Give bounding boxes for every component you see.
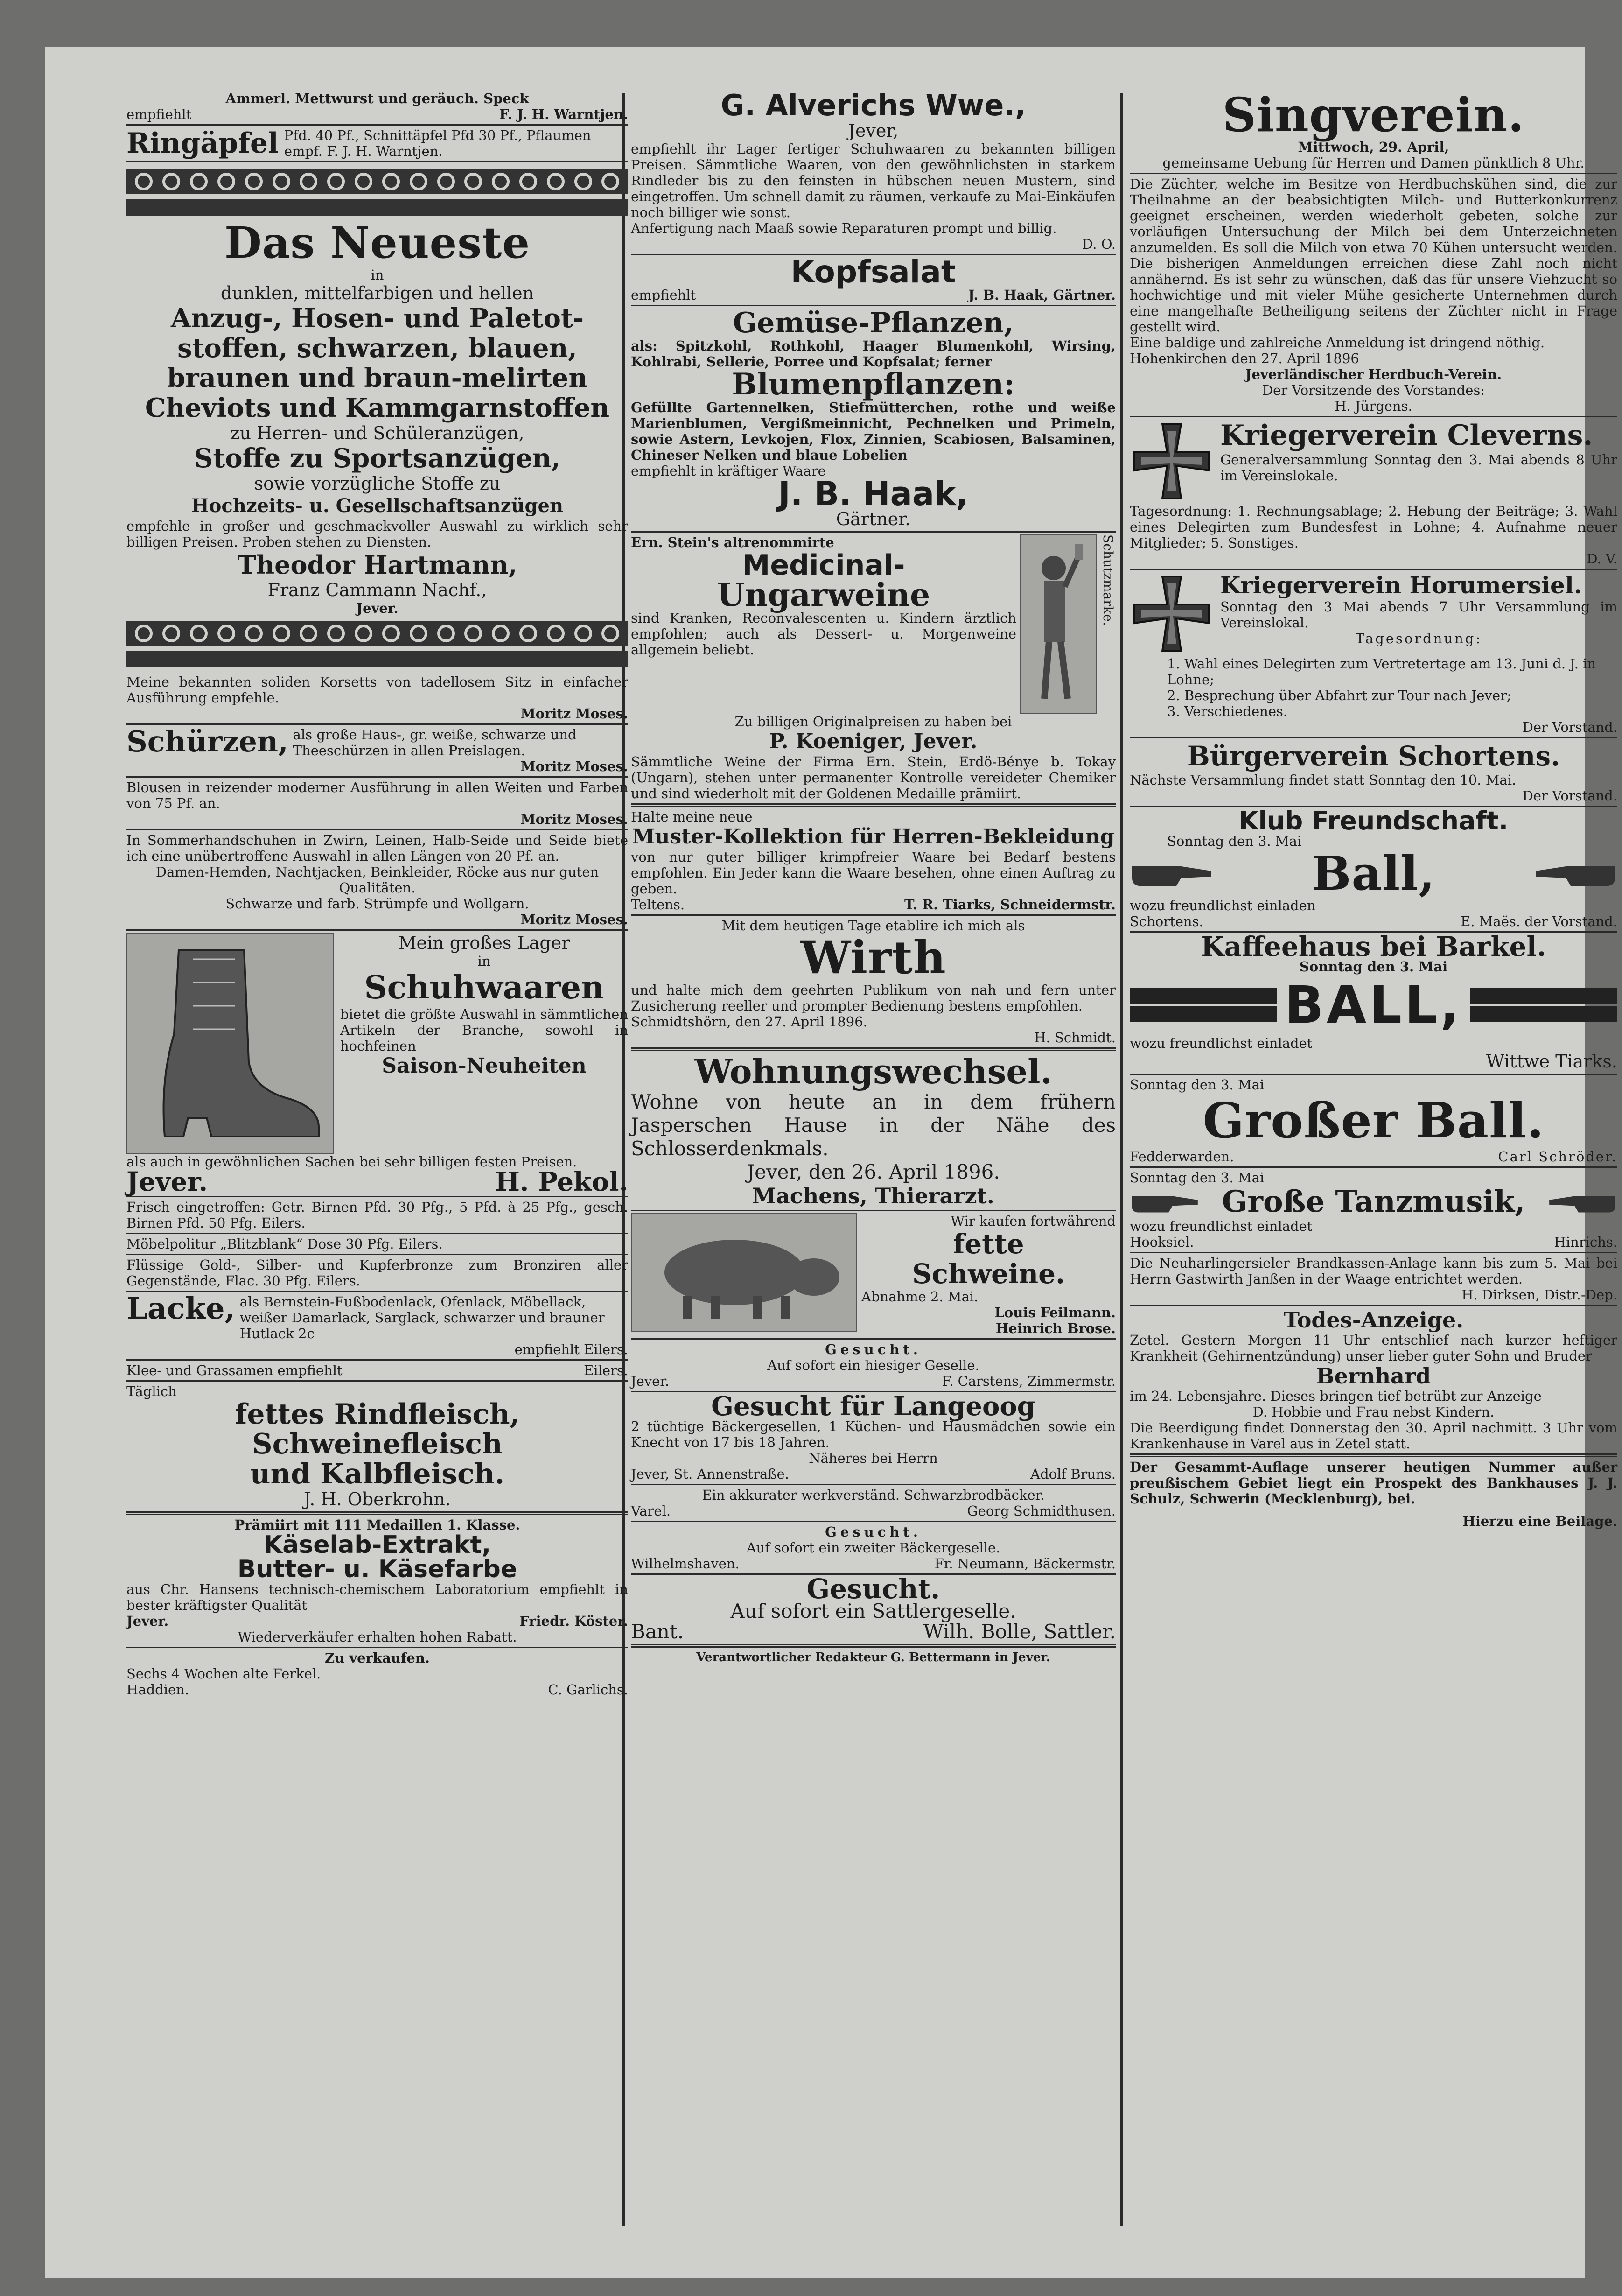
ad-headline: Schürzen, — [126, 724, 288, 758]
advertiser-name: Eilers. — [584, 1362, 628, 1378]
ad-headline: Cheviots und Kammgarnstoffen — [145, 393, 610, 423]
ornamental-rule — [126, 621, 628, 646]
ad-text: Frisch eingetroffen: Getr. Birnen Pfd. 30 Pfg., 5 Pfd. à 25 Pfg., gesch. Birnen Pfd. 50 Pfg. Eilers. — [126, 1199, 628, 1231]
ad-headline: Saison-Neuheiten — [382, 1054, 587, 1078]
ad-headline: braunen und braun-melirten — [167, 363, 588, 393]
advertiser-name: H. Dirksen, Distr.-Dep. — [1461, 1287, 1617, 1303]
ad-text: Auf sofort ein Sattlergeselle. — [730, 1600, 1016, 1622]
ad-text: 2 tüchtige Bäckergesellen, 1 Küchen- und Hausmädchen sowie ein Knecht von 17 bis 18 Jahren. — [631, 1418, 1116, 1450]
ad-handschuhe — [126, 830, 628, 931]
ad-headline: Zu verkaufen. — [324, 1650, 430, 1666]
ad-text: Teltens. — [631, 897, 685, 913]
ad-text: empfehle in großer und geschmackvoller Auswahl zu wirklich sehr billigen Preisen. Proben stehen zu Diensten. — [126, 518, 628, 550]
ad-text: Täglich — [126, 1383, 177, 1399]
ad-eilers-birnen — [126, 1197, 628, 1234]
ad-ferkel — [126, 1648, 628, 1699]
iron-cross-icon — [1130, 419, 1214, 503]
ad-text: Gärtner. — [836, 509, 911, 529]
ad-headline: Hochzeits- u. Gesellschaftsanzügen — [191, 495, 564, 517]
ad-text: Wir kaufen fortwährend — [951, 1213, 1116, 1229]
pointing-hand-icon — [1533, 857, 1617, 890]
ad-headline: fettes Rindfleisch, — [235, 1398, 520, 1431]
ad-text: Der Vorstand. — [1522, 788, 1617, 804]
ad-text: 3. Verschiedenes. — [1167, 703, 1288, 719]
pointing-hand-icon — [1547, 1186, 1617, 1218]
ad-text: Ern. Stein's altrenommirte — [631, 534, 834, 550]
advertiser-name: Heinrich Brose. — [995, 1320, 1116, 1336]
ad-text: Auf sofort ein zweiter Bäckergeselle. — [746, 1540, 1000, 1556]
ad-text: Auf sofort ein hiesiger Geselle. — [767, 1357, 979, 1373]
ad-brodbaecker — [631, 1485, 1116, 1522]
ad-kaeselab — [126, 1515, 628, 1648]
ad-headline: Medicinal- — [742, 549, 905, 582]
ad-text: Abnahme 2. Mai. — [861, 1289, 979, 1305]
advertiser-name: Friedr. Köster. — [519, 1613, 628, 1629]
black-rule — [126, 651, 628, 667]
ad-das-neueste — [126, 162, 628, 672]
newspaper-page — [45, 47, 1617, 2278]
ad-text: wozu freundlichst einladet — [1130, 1218, 1313, 1234]
ad-brandkasse — [1130, 1253, 1617, 1306]
ad-text: Die Züchter, welche im Besitze von Herdbuchskühen sind, die zur Theilnahme an der beabsichtigten Milch- und Butterkonkurrenz geeignet erscheinen, werden wiederholt gebeten, solche zur vorläufigen Untersuchung der Milch bei dem Unterzeichneten anzumelden. Es soll die Milch von etwa 70 Kühen untersucht werden. Die bisherigen Anmeldungen erreichen diese Zahl noch nicht annähernd. Es ist sehr zu wünschen, daß das für unsere Viehzucht so hochwichtige und mit vieler Mühe gesicherte Unternehmen durch eine mangelhafte Betheiligung seitens der Züchter nicht in Frage gestellt wird. — [1130, 176, 1617, 335]
ad-text: im 24. Lebensjahre. Dieses bringen tief betrübt zur Anzeige — [1130, 1388, 1542, 1404]
ad-text: Zu billigen Originalpreisen zu haben bei — [734, 714, 1012, 730]
ad-text: Bant. — [631, 1620, 684, 1643]
advertiser-name: J. B. Haak, Gärtner. — [968, 287, 1116, 303]
advertiser-name: Wittwe Tiarks. — [1486, 1051, 1617, 1072]
ad-text: Wilhelmshaven. — [631, 1556, 740, 1572]
advertiser-name: H. Schmidt. — [1034, 1030, 1116, 1046]
advertiser-name: F. J. H. Warntjen. — [499, 106, 628, 122]
ad-gesucht-langeoog — [631, 1392, 1116, 1485]
ad-text: Sämmtliche Weine der Firma Ern. Stein, Erdö-Bénye b. Tokay (Ungarn), stehen unter permanenter Kontrolle vereideter Chemiker und sind wiederholt mit der Goldenen Medaille prämiirt. — [631, 754, 1116, 801]
black-rule — [126, 199, 628, 216]
ad-text: Der Gesammt-Auflage unserer heutigen Nummer außer preußischem Gebiet liegt ein Prospekt des Bankhauses J. J. Schulz, Schwerin (Mecklenburg), bei. — [1130, 1459, 1617, 1507]
ad-ungarweine — [631, 533, 1116, 807]
ad-text: Hierzu eine Beilage. — [1462, 1513, 1617, 1529]
ad-headline: Schweinefleisch — [252, 1428, 503, 1460]
ad-text: wozu freundlichst einladen — [1130, 898, 1316, 913]
advertiser-name: Georg Schmidthusen. — [967, 1503, 1116, 1519]
pig-illustration — [631, 1213, 857, 1332]
advertiser-name: Moritz Moses. — [520, 811, 628, 827]
ad-text: wozu freundlichst einladet — [1130, 1035, 1313, 1051]
ad-buergerverein-schortens — [1130, 738, 1617, 807]
ad-text: Blousen in reizender moderner Ausführung in allen Weiten und Farben von 75 Pf. an. — [126, 779, 628, 811]
ad-kaffeehaus-barkel — [1130, 933, 1617, 1075]
ad-schuerzen — [126, 725, 628, 778]
ad-headline: Schweine. — [912, 1258, 1065, 1290]
ad-text: Jever, St. Annenstraße. — [631, 1466, 789, 1482]
pointing-hand-icon — [1130, 1186, 1200, 1218]
ad-text: Prämiirt mit 111 Medaillen 1. Klasse. — [234, 1517, 520, 1533]
advertiser-name: T. R. Tiarks, Schneidermstr. — [904, 897, 1116, 913]
notice-beilage — [1130, 1457, 1617, 1531]
ad-text: Varel. — [631, 1503, 671, 1519]
ad-headline: stoffen, schwarzen, blauen, — [177, 333, 577, 364]
ad-text: als auch in gewöhnlichen Sachen bei sehr billigen festen Preisen. — [126, 1154, 577, 1170]
ad-muster-kollektion — [631, 807, 1116, 916]
ad-headline: fette — [953, 1228, 1024, 1260]
ad-headline: Kriegerverein Cleverns. — [1220, 419, 1593, 452]
ad-text: Schwarze und farb. Strümpfe und Wollgarn. — [225, 896, 529, 912]
ad-lacke — [126, 1292, 628, 1361]
ad-text: Mein großes Lager — [398, 933, 570, 953]
column-3 — [1120, 89, 1622, 2231]
ad-text: Wiederverkäufer erhalten hohen Rabatt. — [238, 1629, 517, 1645]
ad-headline: Wohnungswechsel. — [694, 1052, 1052, 1091]
ad-text: Sonntag den 3. Mai — [1130, 1170, 1265, 1186]
advertiser-name: Louis Feilmann. — [994, 1305, 1116, 1320]
ad-text: empfiehlt — [126, 106, 192, 122]
ad-text: Fedderwarden. — [1130, 1149, 1234, 1165]
ad-text: Pfd. 40 Pf., Schnittäpfel Pfd 30 Pf., Pflaumen empf. F. J. H. Warntjen. — [284, 127, 591, 159]
ad-wohnungswechsel — [631, 1051, 1116, 1211]
ad-gesucht-zimmermann — [631, 1340, 1116, 1392]
advertiser-name: Machens, Thierarzt. — [752, 1183, 994, 1208]
boot-illustration — [126, 933, 334, 1154]
ad-headline: Kopfsalat — [790, 254, 956, 290]
ad-kopfsalat — [631, 255, 1116, 306]
ad-text: Sonntag den 3. Mai — [1167, 833, 1302, 849]
iron-cross-icon — [1130, 572, 1214, 656]
ad-text: Hooksiel. — [1130, 1234, 1194, 1250]
page-imprint — [631, 1648, 1116, 1667]
ad-text: Näheres bei Herrn — [809, 1450, 938, 1466]
ad-korsetts — [126, 672, 628, 725]
ad-text: als große Haus-, gr. weiße, schwarze und Theeschürzen in allen Preislagen. — [293, 727, 577, 758]
ad-text: Der Vorstand. — [1522, 719, 1617, 735]
ad-headline: Stoffe zu Sportsanzügen, — [194, 443, 561, 474]
wine-drinker-illustration — [1020, 534, 1097, 714]
ad-text: Schmidtshörn, den 27. April 1896. — [631, 1014, 867, 1030]
ad-text: Meine bekannten soliden Korsetts von tadellosem Sitz in einfacher Ausführung empfehle. — [126, 674, 628, 706]
advertiser-name: Adolf Bruns. — [1030, 1466, 1116, 1482]
ad-text: Zetel. Gestern Morgen 11 Uhr entschlief nach kurzer heftiger Krankheit (Gehirnentzündung) unser lieber guter Sohn und Bruder — [1130, 1332, 1617, 1364]
ad-text: Nächste Versammlung findet statt Sonntag den 10. Mai. — [1130, 772, 1517, 788]
ad-text: bietet die größte Auswahl in sämmtlichen Artikeln der Branche, sowohl in hochfeinen — [340, 1006, 628, 1054]
ad-headline: BALL, — [1285, 975, 1462, 1035]
ad-headline: Kaffeehaus bei Barkel. — [1201, 931, 1546, 962]
ad-text: Anfertigung nach Maaß sowie Reparaturen prompt und billig. — [631, 220, 1057, 236]
ad-text: Jever, — [848, 120, 899, 141]
ad-headline: Blumenpflanzen: — [732, 367, 1015, 402]
ad-text: Haddien. — [126, 1682, 189, 1698]
ad-headline: Gesucht. — [825, 1341, 922, 1357]
ad-text: Möbelpolitur „Blitzblank“ Dose 30 Pfg. Eilers. — [126, 1236, 443, 1252]
ad-headline: Todes-Anzeige. — [1283, 1307, 1464, 1333]
advertiser-name: empfiehlt Eilers. — [514, 1341, 628, 1357]
ad-text: empfiehlt ihr Lager fertiger Schuhwaaren zu bekannten billigen Preisen. Sämmtliche Waaren, von den gewöhnlichsten in starkem Rindleder bis zu den feinsten in hübschen neuen Mustern, sind eingetroffen. Um schnell damit zu räumen, verkaufe zu Mai-Einkäufen noch billiger wie sonst. — [631, 141, 1116, 220]
ad-klub-freundschaft — [1130, 807, 1617, 933]
ad-text: Sonntag den 3. Mai — [1130, 1077, 1265, 1093]
ad-text: Eine baldige und zahlreiche Anmeldung ist dringend nöthig. — [1130, 335, 1545, 351]
ad-headline: Lacke, — [126, 1291, 235, 1326]
ad-headline: Gesucht. — [806, 1573, 940, 1605]
ad-headline: G. Alverichs Wwe., — [720, 88, 1026, 122]
ad-text: aus Chr. Hansens technisch-chemischem Laboratorium empfiehlt in bester kräftigster Qualität — [126, 1581, 628, 1613]
advertiser-name: Fr. Neumann, Bäckermstr. — [934, 1556, 1116, 1572]
ad-headline: und Kalbfleisch. — [250, 1458, 505, 1490]
ad-headline: Das Neueste — [224, 218, 531, 268]
ad-headline: Käselab-Extrakt, — [263, 1531, 491, 1559]
ad-headline: Kriegerverein Horumersiel. — [1220, 571, 1582, 599]
editor-line: Verantwortlicher Redakteur G. Bettermann in Jever. — [696, 1650, 1050, 1664]
advertiser-name: Theodor Hartmann, — [237, 550, 517, 580]
ad-tanzmusik — [1130, 1168, 1617, 1253]
ad-text: Tagesordnung: 1. Rechnungsablage; 2. Hebung der Beiträge; 3. Wahl eines Delegirten zum Bundesfest in Lohne; 4. Aufnahme neuer Mitglieder; 5. Sonstiges. — [1130, 503, 1617, 551]
ad-text: Jever. — [126, 1613, 169, 1629]
ad-todesanzeige — [1130, 1306, 1617, 1457]
advertiser-name: Carl Schröder. — [1498, 1149, 1617, 1165]
ad-headline: Ungarweine — [717, 576, 930, 614]
ad-text: D. V. — [1587, 551, 1617, 567]
ad-text: Jever. — [126, 1166, 208, 1197]
ad-text: Ammerl. Mettwurst und geräuch. Speck — [225, 91, 529, 106]
ad-mettwurst — [126, 89, 628, 126]
ad-text: Halte meine neue — [631, 809, 753, 825]
advertiser-name: D. Hobbie und Frau nebst Kindern. — [1252, 1404, 1495, 1420]
column-1 — [126, 89, 628, 2231]
ad-headline: Butter- u. Käsefarbe — [237, 1555, 517, 1583]
ad-text: dunklen, mittelfarbigen und hellen — [220, 283, 534, 303]
trademark-label: Schutzmarke. — [1100, 534, 1116, 626]
ad-blousen — [126, 778, 628, 830]
ad-text: 1. Wahl eines Delegirten zum Vertretertage am 13. Juni d. J. in Lohne; — [1167, 656, 1596, 688]
ad-headline: Große Tanzmusik, — [1222, 1184, 1525, 1219]
advertiser-name: H. Jürgens. — [1335, 398, 1412, 414]
ad-text: von nur guter billiger krimpfreier Waare bei Bedarf bestens empfohlen. Ein Jeder kann die Waare besehen, ohne einen Auftrag zu geben. — [631, 849, 1116, 897]
ad-gesucht-sattler — [631, 1575, 1116, 1648]
ad-text: Gefüllte Gartennelken, Stiefmütterchen, rothe und weiße Marienblumen, Vergißmeinnicht, Pechnelken und Primeln, sowie Astern, Levkojen, Flox, Zinnien, Scabiosen, Balsaminen, Chineser Nelken und blaue Lobelien — [631, 400, 1116, 463]
ad-alverichs — [631, 89, 1116, 255]
advertiser-name: E. Maës. der Vorstand. — [1461, 913, 1617, 929]
advertiser-name: Hinrichs. — [1554, 1234, 1617, 1250]
advertiser-name: J. H. Oberkrohn. — [304, 1489, 451, 1510]
ad-text: empfiehlt — [631, 287, 696, 303]
ad-text: Ein akkurater werkverständ. Schwarzbrodbäcker. — [702, 1487, 1045, 1503]
ad-text: Tagesordnung: — [1355, 631, 1482, 646]
ad-eilers-politur — [126, 1234, 628, 1255]
advertiser-name: J. B. Haak, — [778, 475, 969, 513]
ad-text: in — [477, 953, 491, 969]
ad-headline: Gesucht für Langeoog — [711, 1391, 1035, 1422]
ad-text: empfiehlt in kräftiger Waare — [631, 463, 826, 479]
ad-schweine — [631, 1211, 1116, 1340]
ad-kriegerverein-cleverns — [1130, 417, 1617, 570]
ad-text: In Sommerhandschuhen in Zwirn, Leinen, Halb-Seide und Seide biete ich eine unübertroffene Auswahl in allen Längen von 20 Pf. an. — [126, 832, 628, 864]
ad-text: Jever, den 26. April 1896. — [747, 1160, 1000, 1183]
ad-text: Hohenkirchen den 27. April 1896 — [1130, 351, 1359, 366]
ad-text: Die Neuharlingersieler Brandkassen-Anlage kann bis zum 5. Mai bei Herrn Gastwirth Janßen in der Waage entrichtet werden. — [1130, 1255, 1617, 1287]
ad-headline: Ringäpfel — [126, 127, 279, 160]
ad-headline: Bernhard — [1316, 1363, 1431, 1389]
ad-headline: Schuhwaaren — [364, 969, 604, 1006]
ad-headline: Anzug-, Hosen- und Paletot- — [170, 303, 584, 334]
ad-text: Klee- und Grassamen empfiehlt — [126, 1362, 343, 1378]
ad-text: gemeinsame Uebung für Herren und Damen pünktlich 8 Uhr. — [1162, 155, 1585, 171]
ornamental-rule — [126, 169, 628, 194]
pointing-hand-icon — [1130, 857, 1214, 890]
ad-text: und halte mich dem geehrten Publikum von nah und fern unter Zusicherung reeller und prompter Bedienung bestens empfohlen. — [631, 982, 1116, 1014]
ad-klee — [126, 1361, 628, 1382]
ad-text: Generalversammlung Sonntag den 3. Mai abends 8 Uhr im Vereinslokale. — [1220, 452, 1617, 484]
advertiser-name: C. Garlichs. — [548, 1682, 628, 1698]
ad-text: 2. Besprechung über Abfahrt zur Tour nach Jever; — [1167, 688, 1511, 703]
column-2 — [622, 89, 1124, 2231]
ad-ringaepfel — [126, 126, 628, 162]
ad-eilers-bronze — [126, 1255, 628, 1292]
ad-text: Die Beerdigung findet Donnerstag den 30. April nachmitt. 3 Uhr vom Krankenhause in Varel aus in Zetel statt. — [1130, 1420, 1617, 1452]
ad-text: sind Kranken, Reconvalescenten u. Kindern ärztlich empfohlen; auch als Dessert- u. Morgenweine allgemein beliebt. — [631, 610, 1016, 658]
advertiser-name: Moritz Moses. — [520, 706, 628, 722]
advertiser-name: Wilh. Bolle, Sattler. — [923, 1620, 1116, 1643]
ad-text: Sonntag den 3 Mai abends 7 Uhr Versammlung im Vereinslokal. — [1220, 599, 1617, 631]
ad-headline: Ball, — [1311, 846, 1436, 901]
ad-kriegerverein-horumersiel — [1130, 570, 1617, 738]
ad-text: Jever. — [356, 600, 399, 616]
advertiser-name: Moritz Moses. — [520, 912, 628, 927]
ad-headline: Muster-Kollektion für Herren-Bekleidung — [632, 825, 1115, 849]
ad-text: sowie vorzügliche Stoffe zu — [254, 473, 501, 494]
ad-text: Sechs 4 Wochen alte Ferkel. — [126, 1666, 321, 1682]
advertiser-name: Moritz Moses. — [520, 758, 628, 774]
ad-headline: Großer Ball. — [1203, 1092, 1545, 1149]
ad-text: als: Spitzkohl, Rothkohl, Haager Blumenkohl, Wirsing, Kohlrabi, Sellerie, Porree und Kopfsalat; ferner — [631, 338, 1116, 370]
ad-text: Wohne von heute an in dem frühern Jasperschen Hause in der Nähe des Schlosserdenkmals. — [631, 1090, 1116, 1160]
ad-text: D. O. — [1082, 236, 1116, 252]
ad-grosser-ball — [1130, 1075, 1617, 1168]
ad-text: Mittwoch, 29. April, — [1298, 139, 1449, 155]
ad-singverein — [1130, 89, 1617, 174]
ad-headline: Bürgerverein Schortens. — [1187, 740, 1560, 772]
ad-headline: Gemüse-Pflanzen, — [733, 307, 1014, 339]
ad-wirth — [631, 916, 1116, 1051]
advertiser-name: Jeverländischer Herdbuch-Verein. — [1245, 366, 1502, 382]
ad-headline: Gesucht. — [825, 1524, 922, 1540]
ad-text: Der Vorsitzende des Vorstandes: — [1262, 382, 1485, 398]
ad-text: Flüssige Gold-, Silber- und Kupferbronze zum Bronziren aller Gegenstände, Flac. 30 Pfg. Eilers. — [126, 1257, 628, 1289]
ad-gesucht-baecker — [631, 1522, 1116, 1575]
advertiser-name: H. Pekol. — [495, 1166, 628, 1197]
ad-headline: Singverein. — [1222, 87, 1525, 142]
ad-text: Jever. — [631, 1373, 670, 1389]
advertiser-name: P. Koeniger, Jever. — [769, 730, 978, 753]
ad-fleisch — [126, 1382, 628, 1515]
ad-text: Damen-Hemden, Nachtjacken, Beinkleider, Röcke aus nur guten Qualitäten. — [155, 864, 599, 896]
ad-text: zu Herren- und Schüleranzügen, — [230, 423, 524, 443]
advertiser-name: F. Carstens, Zimmermstr. — [942, 1373, 1116, 1389]
ad-text: Mit dem heutigen Tage etablire ich mich als — [721, 918, 1025, 934]
ad-text: Franz Cammann Nachf., — [267, 580, 487, 600]
ad-herdbuch — [1130, 174, 1617, 417]
ad-pflanzen-haak — [631, 306, 1116, 533]
ad-text: Sonntag den 3. Mai — [1299, 959, 1448, 975]
ad-text: in — [371, 267, 384, 283]
ad-text: Schortens. — [1130, 913, 1203, 929]
ad-text: als Bernstein-Fußbodenlack, Ofenlack, Möbellack, weißer Damarlack, Sarglack, schwarzer und brauner Hutlack 2c — [239, 1294, 605, 1341]
ad-schuhwaaren-pekol — [126, 931, 628, 1197]
ad-headline: Wirth — [800, 931, 946, 984]
ad-headline: Klub Freundschaft. — [1238, 806, 1509, 836]
